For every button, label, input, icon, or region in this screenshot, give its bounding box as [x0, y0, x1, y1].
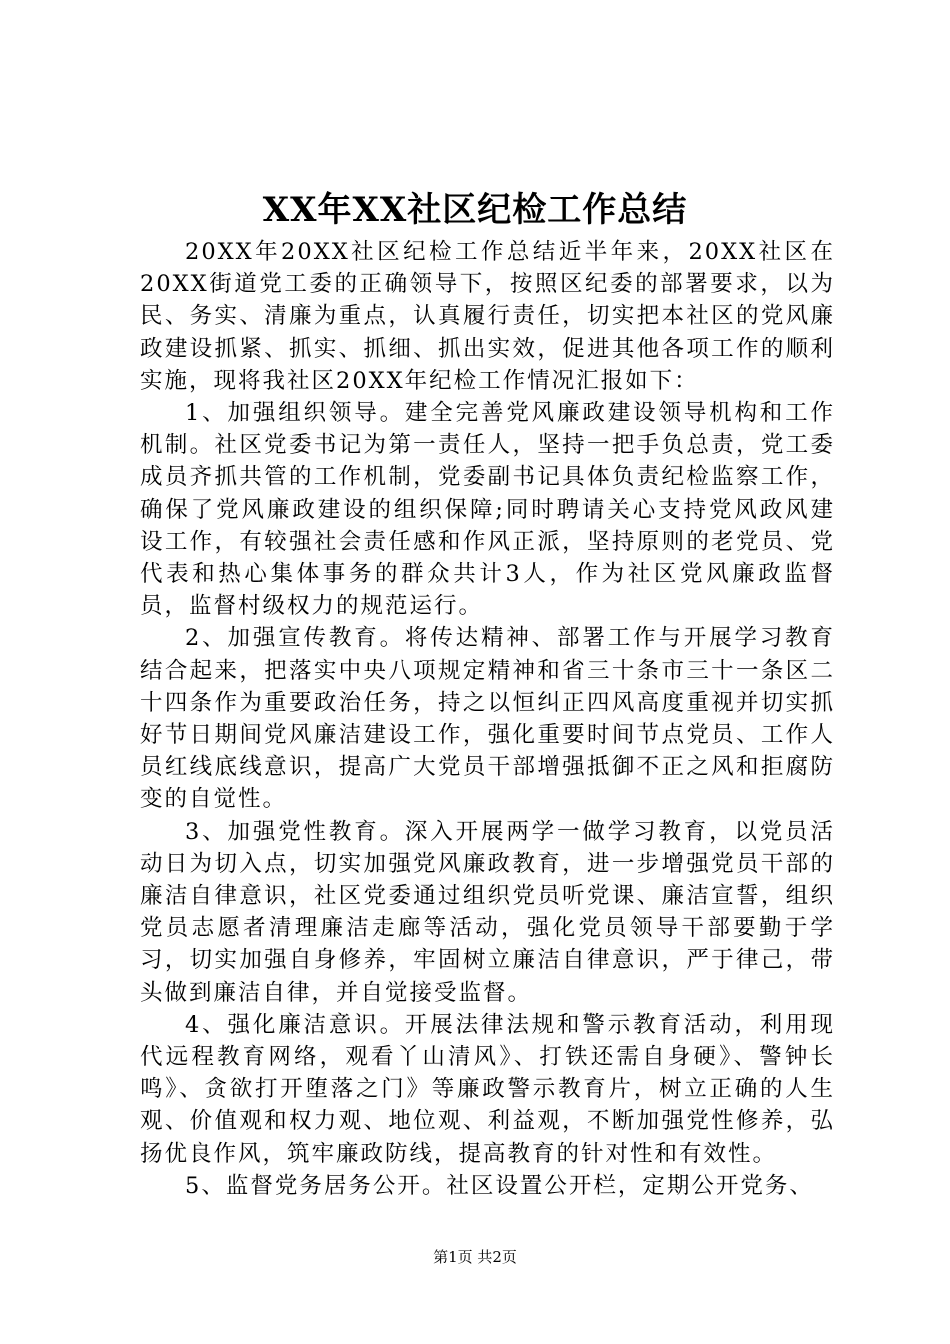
page-number-footer: 第1页 共2页	[433, 1248, 517, 1266]
document-title: XX年XX社区纪检工作总结	[262, 190, 688, 230]
paragraph-intro: 20XX年20XX社区纪检工作总结近半年来，20XX社区在20XX街道党工委的正确领导下，按照区纪委的部署要求，以为民、务实、清廉为重点，认真履行责任，切实把本社区的党风廉政建设抓紧、抓实、抓细、抓出实效，促进其他各项工作的顺利实施，现将我社区20XX年纪检工作情况汇报如下：	[140, 239, 835, 394]
paragraph-item-3: 3、加强党性教育。深入开展两学一做学习教育，以党员活动日为切入点，切实加强党风廉政教育，进一步增强党员干部的廉洁自律意识，社区党委通过组织党员听党课、廉洁宣誓，组织党员志愿者清理廉洁走廊等活动，强化党员领导干部要勤于学习，切实加强自身修养，牢固树立廉洁自律意识，严于律己，带头做到廉洁自律，并自觉接受监督。	[140, 818, 835, 1006]
paragraph-item-1: 1、加强组织领导。建全完善党风廉政建设领导机构和工作机制。社区党委书记为第一责任人，坚持一把手负总责，党工委成员齐抓共管的工作机制，党委副书记具体负责纪检监察工作，确保了党风廉政建设的组织保障;同时聘请关心支持党风政风建设工作，有较强社会责任感和作风正派，坚持原则的老党员、党代表和热心集体事务的群众共计3人，作为社区党风廉政监督员，监督村级权力的规范运行。	[140, 400, 835, 620]
document-body	[140, 236, 835, 1202]
paragraph-item-2: 2、加强宣传教育。将传达精神、部署工作与开展学习教育结合起来，把落实中央八项规定精神和省三十条市三十一条区二十四条作为重要政治任务，持之以恒纠正四风高度重视并切实抓好节日期间党风廉洁建设工作，强化重要时间节点党员、工作人员红线底线意识，提高广大党员干部增强抵御不正之风和拒腐防变的自觉性。	[140, 625, 835, 813]
paragraph-item-5: 5、监督党务居务公开。社区设置公开栏，定期公开党务、	[185, 1172, 814, 1199]
paragraph-item-4: 4、强化廉洁意识。开展法律法规和警示教育活动，利用现代远程教育网络，观看丫山清风》、打铁还需自身硬》、警钟长鸣》、贪欲打开堕落之门》等廉政警示教育片，树立正确的人生观、价值观和权力观、地位观、利益观，不断加强党性修养，弘扬优良作风，筑牢廉政防线，提高教育的针对性和有效性。	[140, 1011, 835, 1167]
